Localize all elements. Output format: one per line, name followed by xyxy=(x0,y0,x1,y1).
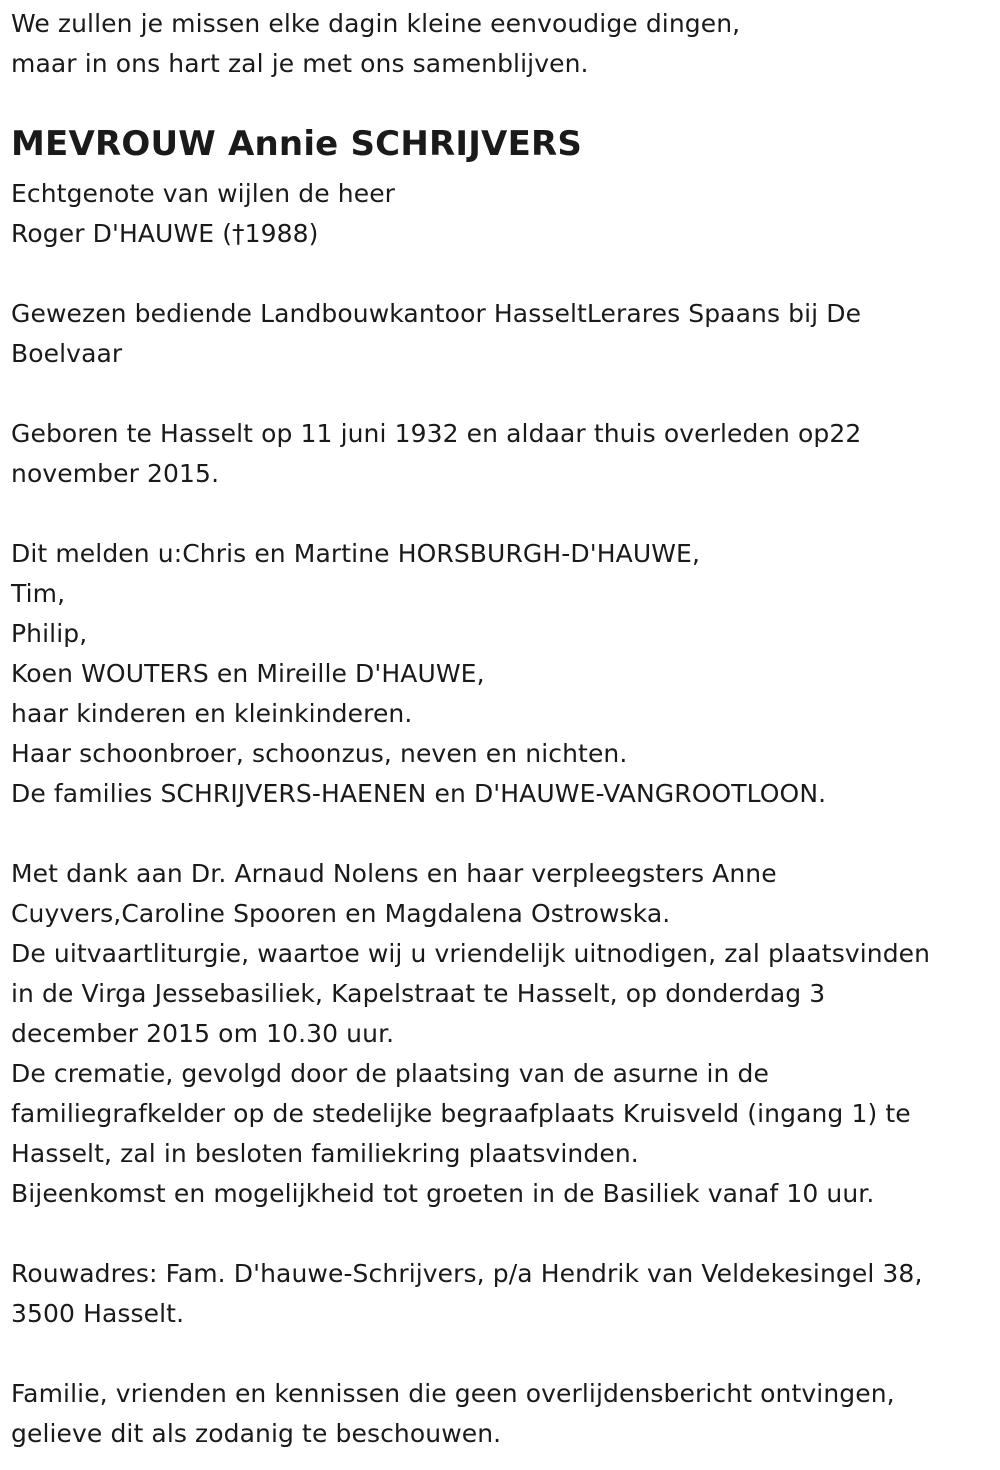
birth-death-info xyxy=(11,414,986,494)
obituary-document xyxy=(11,4,986,1454)
closing-line: Familie, vrienden en kennissen die geen overlijdensbericht ontvingen, xyxy=(11,1379,895,1408)
ceremony-line: Cuyvers,Caroline Spooren en Magdalena Ostrowska. xyxy=(11,899,671,928)
spacer xyxy=(11,254,986,294)
spacer xyxy=(11,1334,986,1374)
ceremony-line: Hasselt, zal in besloten familiekring plaatsvinden. xyxy=(11,1139,639,1168)
announcer-line: haar kinderen en kleinkinderen. xyxy=(11,699,413,728)
ceremony-line: De uitvaartliturgie, waartoe wij u vriendelijk uitnodigen, zal plaatsvinden xyxy=(11,939,931,968)
birth-death-line: Geboren te Hasselt op 11 juni 1932 en aldaar thuis overleden op22 xyxy=(11,419,862,448)
ceremony-line: in de Virga Jessebasiliek, Kapelstraat te Hasselt, op donderdag 3 xyxy=(11,979,826,1008)
closing-line: gelieve dit als zodanig te beschouwen. xyxy=(11,1419,502,1448)
epigraph-line: We zullen je missen elke dagin kleine eenvoudige dingen, xyxy=(11,9,741,38)
mourning-address xyxy=(11,1254,986,1334)
announcer-line: De families SCHRIJVERS-HAENEN en D'HAUWE-VANGROOTLOON. xyxy=(11,779,827,808)
spouse-info xyxy=(11,174,986,254)
birth-death-line: november 2015. xyxy=(11,459,220,488)
spacer xyxy=(11,1214,986,1254)
announcer-line: Philip, xyxy=(11,619,88,648)
ceremony-line: familiegrafkelder op de stedelijke begraafplaats Kruisveld (ingang 1) te xyxy=(11,1099,911,1128)
announcer-line: Dit melden u:Chris en Martine HORSBURGH-D'HAUWE, xyxy=(11,539,701,568)
announcer-line: Koen WOUTERS en Mireille D'HAUWE, xyxy=(11,659,485,688)
closing-note xyxy=(11,1374,986,1454)
announcer-line: Tim, xyxy=(11,579,66,608)
announcers-list xyxy=(11,534,986,814)
occupation-line: Gewezen bediende Landbouwkantoor HasseltLerares Spaans bij De xyxy=(11,299,862,328)
ceremony-info xyxy=(11,854,986,1214)
ceremony-line: Bijeenkomst en mogelijkheid tot groeten in de Basiliek vanaf 10 uur. xyxy=(11,1179,875,1208)
occupation-line: Boelvaar xyxy=(11,339,123,368)
spacer xyxy=(11,814,986,854)
ceremony-line: december 2015 om 10.30 uur. xyxy=(11,1019,395,1048)
deceased-name: MEVROUW Annie SCHRIJVERS xyxy=(11,124,583,164)
announcer-line: Haar schoonbroer, schoonzus, neven en nichten. xyxy=(11,739,628,768)
spacer xyxy=(11,494,986,534)
ceremony-line: De crematie, gevolgd door de plaatsing van de asurne in de xyxy=(11,1059,769,1088)
address-line: Rouwadres: Fam. D'hauwe-Schrijvers, p/a Hendrik van Veldekesingel 38, xyxy=(11,1259,923,1288)
spouse-line: Roger D'HAUWE (†1988) xyxy=(11,219,319,248)
epigraph xyxy=(11,4,986,84)
spacer xyxy=(11,374,986,414)
epigraph-line: maar in ons hart zal je met ons samenblijven. xyxy=(11,49,589,78)
ceremony-line: Met dank aan Dr. Arnaud Nolens en haar verpleegsters Anne xyxy=(11,859,777,888)
address-line: 3500 Hasselt. xyxy=(11,1299,185,1328)
spouse-line: Echtgenote van wijlen de heer xyxy=(11,179,396,208)
occupation-info xyxy=(11,294,986,374)
